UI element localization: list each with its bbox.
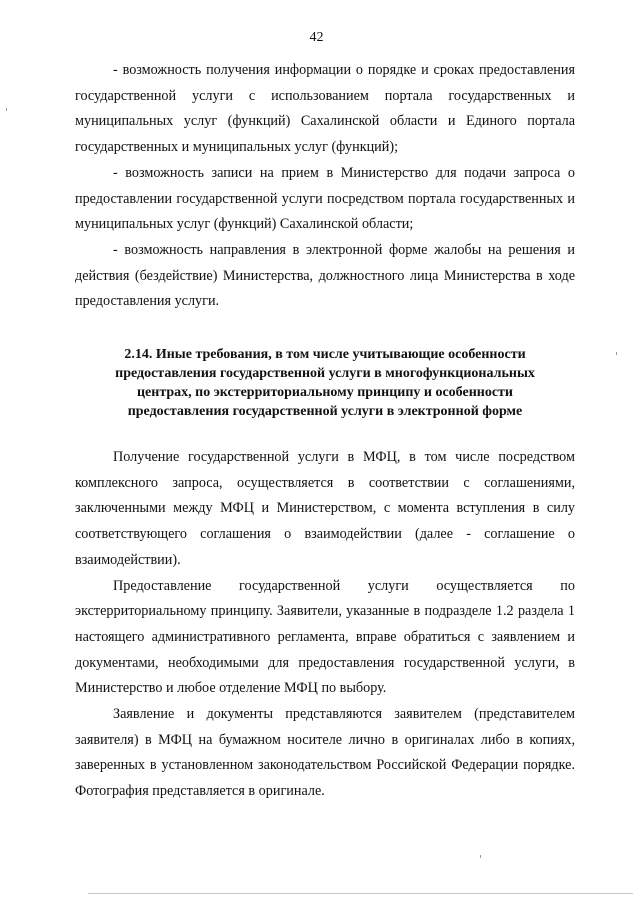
- section-heading: 2.14. Иные требования, в том числе учитывающие особенности предоставления государственной услуги в многофункциональных центрах, по экстерриториальному принципу и особенности предоставления государственной услуги в электронной форме: [115, 347, 535, 420]
- scan-speck: [616, 352, 617, 355]
- scan-edge-line: [88, 893, 633, 894]
- paragraph-appointment: - возможность записи на прием в Министерство для подачи запроса о предоставлении государственной услуги посредством портала государственных и муниципальных услуг (функций) Сахалинской области;: [75, 164, 575, 233]
- scan-speck: [480, 855, 481, 858]
- page-number: 42: [309, 30, 324, 45]
- paragraph-mfc-service: Получение государственной услуги в МФЦ, в том числе посредством комплексного запроса, осуществляется в соответствии с соглашениями, заключенными между МФЦ и Министерством, с момента вступления в силу соответствующего соглашения о взаимодействии (далее - соглашение о взаимодействии).: [75, 449, 575, 568]
- page-body: [75, 58, 575, 805]
- paragraph-complaint: - возможность направления в электронной форме жалобы на решения и действия (бездействие) Министерства, должностного лица Министерства в ходе предоставления услуги.: [75, 241, 575, 310]
- scan-speck: [6, 108, 7, 111]
- paragraph-portal-info: - возможность получения информации о порядке и сроках предоставления государственной услуги с использованием портала государственных и муниципальных услуг (функций) Сахалинской области и Единого портала государственных и муниципальных услуг (функций);: [75, 62, 575, 156]
- paragraph-extraterritorial: Предоставление государственной услуги осуществляется по экстерриториальному принципу. Заявители, указанные в подразделе 1.2 раздела 1 настоящего административного регламента, вправе обратиться с заявлением и документами, необходимыми для предоставления государственной услуги, в Министерство и любое отделение МФЦ по выбору.: [75, 577, 575, 697]
- paragraph-documents-submission: Заявление и документы представляются заявителем (представителем заявителя) в МФЦ на бумажном носителе лично в оригиналах либо в копиях, заверенных в установленном законодательством Российской Федерации порядке. Фотография представляется в оригинале.: [75, 706, 575, 800]
